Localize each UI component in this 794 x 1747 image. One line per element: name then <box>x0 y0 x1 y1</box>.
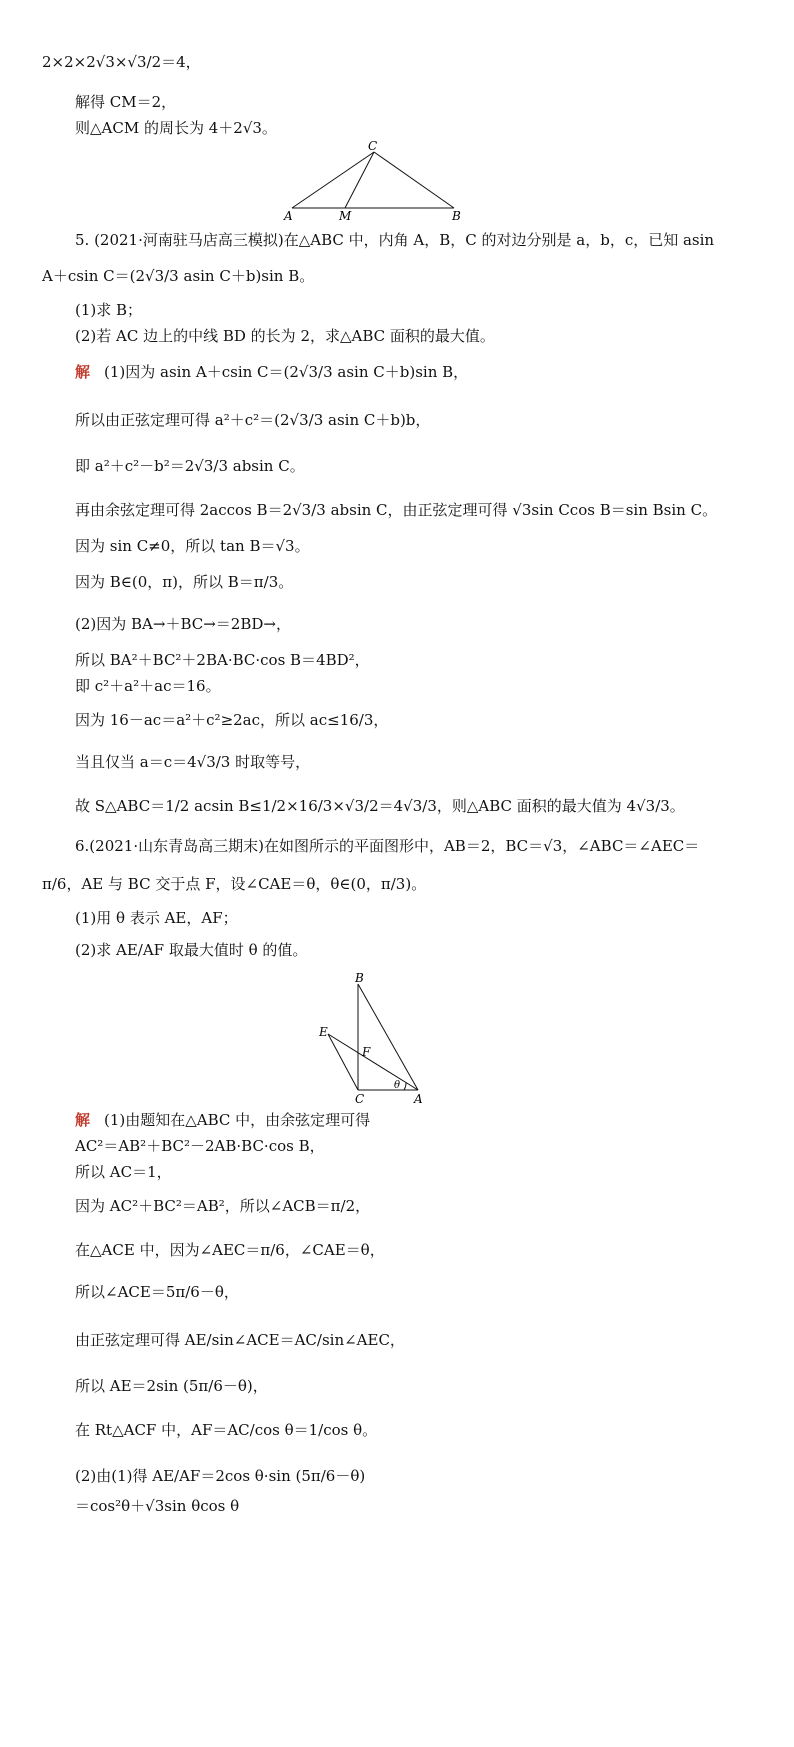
solution-label: 解 <box>75 1111 91 1129</box>
text-line: 所以 BA²＋BC²＋2BA·BC·cos B＝4BD²， <box>75 651 370 669</box>
label-f: F <box>362 1045 371 1059</box>
label-m: M <box>339 209 352 222</box>
text-line: 因为 sin C≠0，所以 tan B＝√3。 <box>75 537 310 555</box>
solution-6-start <box>75 1110 370 1130</box>
label-theta: θ <box>394 1080 401 1091</box>
text-line: (1)用 θ 表示 AE，AF； <box>75 909 238 927</box>
text-line: (2)因为 BA→＋BC→＝2BD→， <box>75 615 291 633</box>
solution-5-start <box>75 362 468 382</box>
triangle-figure-acm <box>280 140 480 222</box>
text-line: 2×2×2√3×√3/2＝4， <box>42 53 201 71</box>
angle-theta-arc <box>404 1083 406 1090</box>
text-line: 即 a²＋c²－b²＝2√3/3 absin C。 <box>75 457 305 475</box>
label-a: A <box>414 1092 423 1106</box>
text-line: 因为 16－ac＝a²＋c²≥2ac，所以 ac≤16/3， <box>75 711 389 729</box>
text-line: 在△ACE 中，因为∠AEC＝π/6，∠CAE＝θ， <box>75 1241 385 1259</box>
text-line: 因为 B∈(0，π)，所以 B＝π/3。 <box>75 573 294 591</box>
text-line: AC²＝AB²＋BC²－2AB·BC·cos B， <box>75 1137 325 1155</box>
text-line: A＋csin C＝(2√3/3 asin C＋b)sin B。 <box>42 267 315 285</box>
text-line: (2)若 AC 边上的中线 BD 的长为 2，求△ABC 面积的最大值。 <box>75 327 495 345</box>
text-line: π/6，AE 与 BC 交于点 F，设∠CAE＝θ，θ∈(0，π/3)。 <box>42 875 427 893</box>
text-line: 即 c²＋a²＋ac＝16。 <box>75 677 221 695</box>
label-b: B <box>452 209 461 222</box>
segment-ea <box>328 1034 418 1090</box>
text-line: 当且仅当 a＝c＝4√3/3 时取等号， <box>75 753 311 771</box>
segment-ec <box>328 1034 358 1090</box>
problem-5-title: 5. (2021·河南驻马店高三模拟)在△ABC 中，内角 A，B，C 的对边分别是 a，b，c，已知 asin <box>75 231 715 249</box>
text-line: (1)由题知在△ABC 中，由余弦定理可得 <box>104 1111 371 1129</box>
text-line: 由正弦定理可得 AE/sin∠ACE＝AC/sin∠AEC， <box>75 1331 405 1349</box>
label-e: E <box>319 1025 328 1039</box>
label-a: A <box>284 209 293 222</box>
label-b: B <box>355 971 364 985</box>
text-line: (2)求 AE/AF 取最大值时 θ 的值。 <box>75 941 308 959</box>
text-line: 解得 CM＝2， <box>75 93 177 111</box>
label-c: C <box>355 1092 365 1106</box>
text-line: 所以 AC＝1， <box>75 1163 172 1181</box>
text-line: 在 Rt△ACF 中，AF＝AC/cos θ＝1/cos θ。 <box>75 1421 378 1439</box>
text-line: 因为 AC²＋BC²＝AB²，所以∠ACB＝π/2， <box>75 1197 371 1215</box>
text-line: (2)由(1)得 AE/AF＝2cos θ·sin (5π/6－θ) <box>75 1467 366 1485</box>
triangle-figure-abcef <box>310 970 440 1110</box>
segment-ba <box>358 984 418 1090</box>
text-line: 所以由正弦定理可得 a²＋c²＝(2√3/3 asin C＋b)b， <box>75 411 431 429</box>
text-line: (1)求 B； <box>75 301 143 319</box>
problem-6-title: 6.(2021·山东青岛高三期末)在如图所示的平面图形中，AB＝2，BC＝√3，∠ABC＝∠AEC＝ <box>75 837 700 855</box>
text-line: 故 S△ABC＝1/2 acsin B≤1/2×16/3×√3/2＝4√3/3，则△ABC 面积的最大值为 4√3/3。 <box>75 797 685 815</box>
segment-cb <box>374 152 454 208</box>
text-line: 再由余弦定理可得 2accos B＝2√3/3 absin C，由正弦定理可得 √3sin Ccos B＝sin Bsin C。 <box>75 501 718 519</box>
text-line: 所以∠ACE＝5π/6－θ， <box>75 1283 239 1301</box>
label-c: C <box>368 140 378 153</box>
text-line: ＝cos²θ＋√3sin θcos θ <box>75 1497 240 1515</box>
text-line: 所以 AE＝2sin (5π/6－θ)， <box>75 1377 268 1395</box>
text-line: (1)因为 asin A＋csin C＝(2√3/3 asin C＋b)sin B， <box>104 363 469 381</box>
text-line: 则△ACM 的周长为 4＋2√3。 <box>75 119 277 137</box>
segment-ac <box>292 152 374 208</box>
segment-cm <box>345 152 374 208</box>
solution-label: 解 <box>75 363 91 381</box>
